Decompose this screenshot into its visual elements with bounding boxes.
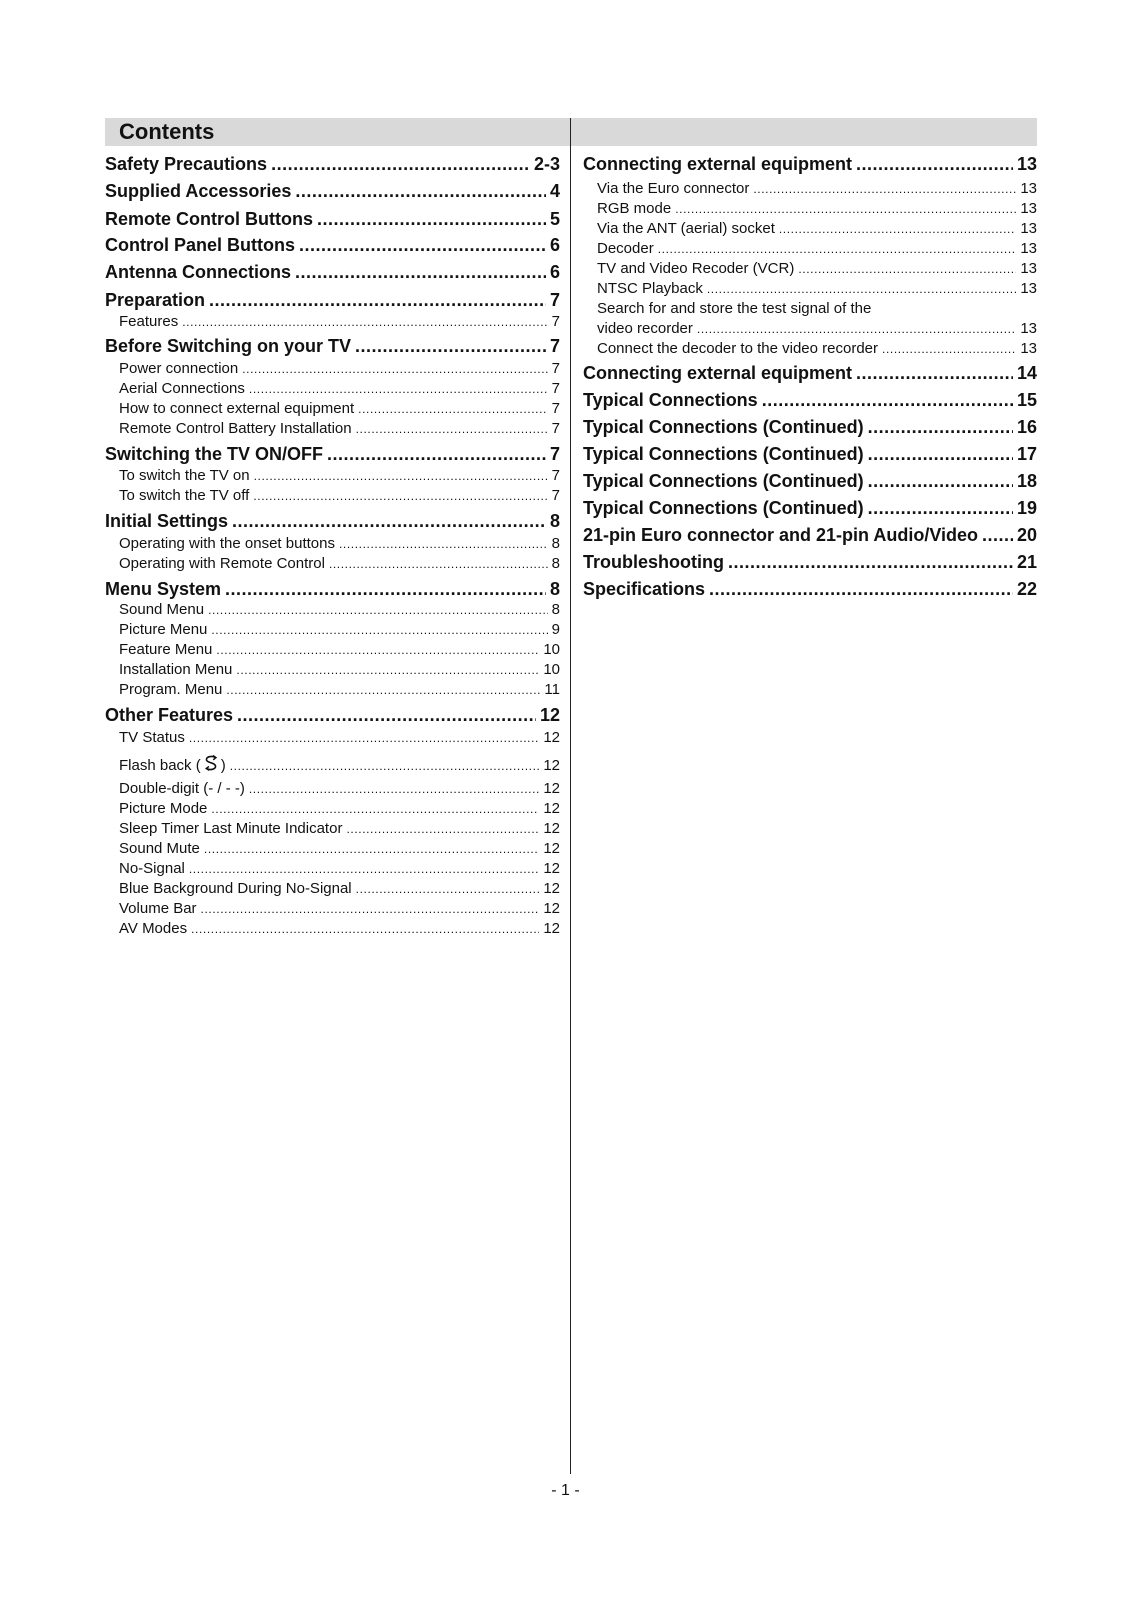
toc-dot-leader <box>856 152 1013 176</box>
toc-entry-text: Connecting external equipment <box>583 363 853 383</box>
toc-entry-label <box>597 259 794 279</box>
toc-dot-leader <box>295 260 546 284</box>
toc-page-number: 9 <box>551 621 560 638</box>
toc-page-number: 7 <box>551 360 560 377</box>
toc-dot-leader <box>253 486 547 506</box>
toc-page-number: 13 <box>1020 220 1037 237</box>
toc-subsection <box>105 600 560 620</box>
toc-section <box>105 577 560 601</box>
toc-entry-label <box>105 233 295 257</box>
toc-page-number: 15 <box>1016 390 1037 410</box>
toc-page-number: 7 <box>549 290 560 310</box>
toc-page-number: 7 <box>549 336 560 356</box>
toc-page-number: 13 <box>1020 180 1037 197</box>
toc-section <box>583 469 1037 493</box>
toc-entry-label <box>105 703 233 727</box>
toc-entry-text: No-Signal <box>119 860 185 877</box>
toc-section <box>105 442 560 466</box>
toc-entry-text: Specifications <box>583 579 706 599</box>
toc-entry-text: Search for and store the test signal of the <box>597 300 872 317</box>
toc-entry-label <box>105 179 291 203</box>
toc-page-number: 4 <box>549 181 560 201</box>
toc-page-number: 6 <box>549 235 560 255</box>
toc-entry-label <box>119 486 249 506</box>
toc-dot-leader <box>211 620 547 640</box>
toc-subsection <box>105 680 560 700</box>
toc-entry-label <box>105 260 291 284</box>
toc-page-number: 10 <box>543 641 560 658</box>
toc-entry-text: Flash back ( <box>119 757 201 774</box>
toc-dot-leader <box>356 419 548 439</box>
toc-entry-label <box>583 496 864 520</box>
toc-subsection <box>583 339 1037 359</box>
toc-dot-leader <box>201 899 540 919</box>
toc-entry-label <box>597 219 775 239</box>
toc-dot-leader <box>355 334 546 358</box>
toc-dot-leader <box>356 879 540 899</box>
toc-section <box>105 703 560 727</box>
toc-entry-text: Initial Settings <box>105 511 229 531</box>
toc-dot-leader <box>226 680 540 700</box>
toc-entry-text: Typical Connections (Continued) <box>583 471 864 491</box>
toc-dot-leader <box>249 779 539 799</box>
toc-entry-label <box>583 577 705 601</box>
toc-dot-leader <box>299 233 546 257</box>
toc-page-number: 7 <box>551 313 560 330</box>
toc-entry-text: Program. Menu <box>119 681 223 698</box>
toc-entry-label <box>583 388 758 412</box>
toc-page-number: 20 <box>1016 525 1037 545</box>
toc-entry-label <box>119 554 325 574</box>
toc-section <box>583 415 1037 439</box>
toc-entry-text: Double-digit (- / - -) <box>119 780 245 797</box>
toc-subsection <box>105 799 560 819</box>
toc-section <box>583 388 1037 412</box>
toc-entry-text: Troubleshooting <box>583 552 724 572</box>
toc-entry-text: AV Modes <box>119 920 188 937</box>
toc-entry-text: Installation Menu <box>119 661 233 678</box>
toc-subsection <box>105 859 560 879</box>
toc-entry-label <box>119 600 204 620</box>
toc-section <box>105 233 560 257</box>
toc-section <box>105 152 560 176</box>
toc-dot-leader <box>856 361 1013 385</box>
toc-entry-label <box>119 534 335 554</box>
toc-dot-leader <box>271 152 530 176</box>
toc-entry-label <box>105 442 323 466</box>
toc-dot-leader <box>230 756 540 776</box>
toc-entry-text: To switch the TV off <box>119 487 250 504</box>
toc-subsection <box>583 179 1037 199</box>
toc-dot-leader <box>216 640 539 660</box>
toc-entry-label <box>583 550 724 574</box>
toc-entry-text: video recorder <box>597 320 693 337</box>
toc-entry-label <box>105 152 267 176</box>
toc-entry-text: Typical Connections (Continued) <box>583 498 864 518</box>
toc-page-number: 8 <box>549 511 560 531</box>
toc-section <box>583 550 1037 574</box>
toc-subsection <box>105 419 560 439</box>
toc-dot-leader <box>249 379 548 399</box>
toc-entry-text: TV and Video Recoder (VCR) <box>597 260 795 277</box>
toc-page-number: 12 <box>543 840 560 857</box>
toc-page-number: 8 <box>551 555 560 572</box>
toc-entry-text: Preparation <box>105 290 206 310</box>
toc-entry-text: RGB mode <box>597 200 672 217</box>
toc-section <box>583 442 1037 466</box>
toc-entry-label <box>105 577 221 601</box>
toc-entry-text: Picture Menu <box>119 621 208 638</box>
toc-page-number: 21 <box>1016 552 1037 572</box>
toc-page-number: 7 <box>551 487 560 504</box>
toc-dot-leader <box>709 577 1013 601</box>
toc-entry-text: TV Status <box>119 729 185 746</box>
toc-entry-label <box>583 415 864 439</box>
toc-entry-text: Remote Control Battery Installation <box>119 420 352 437</box>
toc-entry-text-suffix: ) <box>220 757 226 774</box>
toc-page-number: 8 <box>551 535 560 552</box>
toc-entry-text: Supplied Accessories <box>105 181 292 201</box>
page-number: - 1 - <box>551 1482 580 1499</box>
toc-page-number: 12 <box>543 860 560 877</box>
toc-subsection <box>105 534 560 554</box>
toc-dot-leader <box>762 388 1013 412</box>
toc-page-number: 2-3 <box>533 154 560 174</box>
toc-entry-label <box>583 523 978 547</box>
toc-entry-label <box>105 334 351 358</box>
toc-entry-text: How to connect external equipment <box>119 400 355 417</box>
toc-entry-label <box>597 339 878 359</box>
toc-dot-leader <box>232 509 546 533</box>
toc-dot-leader <box>868 496 1013 520</box>
toc-entry-text: Volume Bar <box>119 900 197 917</box>
toc-subsection <box>583 319 1037 339</box>
toc-section <box>105 207 560 231</box>
toc-page-number: 22 <box>1016 579 1037 599</box>
toc-subsection <box>105 554 560 574</box>
toc-page-number: 7 <box>551 400 560 417</box>
toc-subsection <box>105 660 560 680</box>
toc-entry-text: Via the ANT (aerial) socket <box>597 220 775 237</box>
toc-entry-text: Switching the TV ON/OFF <box>105 444 323 464</box>
toc-entry-text: To switch the TV on <box>119 467 250 484</box>
toc-section <box>105 509 560 533</box>
toc-dot-leader <box>779 219 1016 239</box>
toc-dot-leader <box>209 288 546 312</box>
toc-page-number: 13 <box>1016 154 1037 174</box>
toc-entry-label <box>119 379 245 399</box>
toc-section <box>583 577 1037 601</box>
toc-entry-text: Before Switching on your TV <box>105 336 352 356</box>
toc-entry-label <box>105 288 205 312</box>
toc-section <box>583 361 1037 385</box>
toc-page-number: 13 <box>1020 280 1037 297</box>
toc-page-number: 13 <box>1020 260 1037 277</box>
toc-subsection <box>105 754 560 774</box>
toc-entry-label <box>597 239 654 259</box>
toc-page-number: 17 <box>1016 444 1037 464</box>
toc-dot-leader <box>728 550 1013 574</box>
toc-dot-leader <box>189 728 539 748</box>
toc-entry-label <box>597 299 871 319</box>
toc-subsection <box>105 819 560 839</box>
toc-page-number: 12 <box>543 820 560 837</box>
toc-dot-leader <box>753 179 1016 199</box>
toc-page-number: 8 <box>549 579 560 599</box>
toc-dot-leader <box>295 179 546 203</box>
toc-dot-leader <box>182 312 547 332</box>
toc-entry-label <box>119 359 238 379</box>
toc-dot-leader <box>211 799 539 819</box>
toc-entry-text: Safety Precautions <box>105 154 268 174</box>
toc-entry-text: Sound Mute <box>119 840 200 857</box>
toc-entry-label <box>119 879 352 899</box>
flash-back-icon <box>202 754 220 772</box>
toc-entry-text: Sleep Timer Last Minute Indicator <box>119 820 343 837</box>
toc-dot-leader <box>339 534 548 554</box>
toc-entry-label <box>597 179 749 199</box>
toc-page-number: 14 <box>1016 363 1037 383</box>
toc-page-number: 11 <box>544 681 560 698</box>
toc-page-number: 7 <box>551 380 560 397</box>
toc-page-number: 6 <box>549 262 560 282</box>
toc-page-number: 12 <box>543 729 560 746</box>
toc-page-number: 8 <box>551 601 560 618</box>
toc-entry-label <box>583 152 852 176</box>
toc-entry-label <box>119 640 212 660</box>
toc-page-number: 12 <box>539 705 560 725</box>
toc-subsection <box>105 620 560 640</box>
toc-entry-label <box>119 839 200 859</box>
toc-entry-text: Picture Mode <box>119 800 208 817</box>
toc-section <box>105 179 560 203</box>
toc-entry-text: Typical Connections (Continued) <box>583 417 864 437</box>
toc-subsection <box>583 259 1037 279</box>
toc-entry-label <box>119 899 197 919</box>
toc-entry-label <box>119 728 185 748</box>
toc-page-number: 18 <box>1016 471 1037 491</box>
toc-entry-text: Power connection <box>119 360 239 377</box>
toc-entry-text: 21-pin Euro connector and 21-pin Audio/Video <box>583 525 979 545</box>
toc-entry-text: Operating with Remote Control <box>119 555 325 572</box>
toc-dot-leader <box>329 554 548 574</box>
toc-dot-leader <box>204 839 539 859</box>
toc-entry-text: Remote Control Buttons <box>105 209 313 229</box>
toc-dot-leader <box>697 319 1016 339</box>
toc-entry-label <box>105 509 228 533</box>
toc-subsection <box>105 728 560 748</box>
toc-subsection <box>105 486 560 506</box>
toc-section <box>583 152 1037 176</box>
toc-dot-leader <box>358 399 548 419</box>
toc-entry-text: Via the Euro connector <box>597 180 750 197</box>
toc-dot-leader <box>868 469 1013 493</box>
toc-entry-label <box>119 660 232 680</box>
toc-entry-label <box>119 779 245 799</box>
toc-dot-leader <box>868 415 1013 439</box>
page-title: Contents <box>119 119 215 144</box>
toc-subsection <box>583 219 1037 239</box>
toc-section <box>105 334 560 358</box>
toc-page-number: 13 <box>1020 200 1037 217</box>
toc-section <box>583 496 1037 520</box>
toc-page-number: 12 <box>543 900 560 917</box>
toc-entry-label <box>119 312 178 332</box>
toc-entry-label <box>119 799 207 819</box>
toc-entry-text: Control Panel Buttons <box>105 235 295 255</box>
toc-subsection <box>583 199 1037 219</box>
toc-dot-leader <box>982 523 1013 547</box>
toc-dot-leader <box>675 199 1016 219</box>
toc-entry-label <box>119 419 352 439</box>
toc-page-number: 12 <box>543 800 560 817</box>
toc-entry-text: Antenna Connections <box>105 262 292 282</box>
toc-dot-leader <box>208 600 548 620</box>
toc-page-number: 13 <box>1020 320 1037 337</box>
toc-entry-label <box>119 819 342 839</box>
toc-page-number: 7 <box>551 467 560 484</box>
toc-dot-leader <box>242 359 547 379</box>
toc-entry-text: Aerial Connections <box>119 380 245 397</box>
toc-dot-leader <box>346 819 539 839</box>
toc-entry-text: NTSC Playback <box>597 280 703 297</box>
toc-section <box>583 523 1037 547</box>
toc-page-number: 7 <box>551 420 560 437</box>
toc-subsection <box>105 899 560 919</box>
toc-entry-text: Typical Connections (Continued) <box>583 444 864 464</box>
toc-entry-text: Operating with the onset buttons <box>119 535 335 552</box>
toc-dot-leader <box>236 660 539 680</box>
toc-entry-label <box>597 279 703 299</box>
toc-subsection <box>105 379 560 399</box>
toc-dot-leader <box>191 919 539 939</box>
toc-subsection <box>105 466 560 486</box>
toc-page-number: 12 <box>543 880 560 897</box>
toc-entry-label <box>119 680 222 700</box>
toc-page-number: 13 <box>1020 340 1037 357</box>
toc-subsection <box>105 839 560 859</box>
toc-subsection <box>105 399 560 419</box>
toc-entry-label <box>583 442 864 466</box>
toc-entry-text: Feature Menu <box>119 641 213 658</box>
toc-section <box>105 260 560 284</box>
toc-entry-text: Blue Background During No-Signal <box>119 880 352 897</box>
toc-page-number: 12 <box>543 780 560 797</box>
toc-section <box>105 288 560 312</box>
toc-entry-text: Typical Connections <box>583 390 758 410</box>
toc-page-number: 13 <box>1020 240 1037 257</box>
toc-page-number: 16 <box>1016 417 1037 437</box>
toc-page-number: 7 <box>549 444 560 464</box>
toc-dot-leader <box>225 577 546 601</box>
toc-dot-leader <box>317 207 546 231</box>
toc-dot-leader <box>658 239 1017 259</box>
toc-entry-label <box>119 399 354 419</box>
toc-entry-label <box>119 859 185 879</box>
toc-entry-text: Features <box>119 313 179 330</box>
toc-subsection <box>105 359 560 379</box>
toc-subsection <box>583 239 1037 259</box>
toc-dot-leader <box>237 703 536 727</box>
toc-subsection <box>105 312 560 332</box>
toc-entry-text: Menu System <box>105 579 222 599</box>
toc-subsection <box>583 279 1037 299</box>
toc-dot-leader <box>189 859 539 879</box>
toc-dot-leader <box>254 466 548 486</box>
toc-entry-label <box>583 361 852 385</box>
toc-entry-label <box>119 754 226 776</box>
toc-dot-leader <box>798 259 1016 279</box>
toc-page-number: 12 <box>543 757 560 774</box>
toc-subsection <box>105 919 560 939</box>
toc-entry-text: Decoder <box>597 240 654 257</box>
toc-subsection <box>105 779 560 799</box>
toc-entry-text: Connecting external equipment <box>583 154 853 174</box>
toc-page-number: 5 <box>549 209 560 229</box>
toc-subsection <box>583 299 1037 319</box>
toc-page-number: 12 <box>543 920 560 937</box>
contents-title-bar <box>105 118 1037 146</box>
toc-entry-label <box>583 469 864 493</box>
toc-entry-label <box>105 207 313 231</box>
toc-dot-leader <box>882 339 1016 359</box>
toc-entry-text: Other Features <box>105 705 234 725</box>
toc-page-number: 10 <box>543 661 560 678</box>
toc-page-number: 19 <box>1016 498 1037 518</box>
toc-entry-label <box>119 466 250 486</box>
toc-dot-leader <box>327 442 546 466</box>
toc-subsection <box>105 640 560 660</box>
toc-entry-text: Connect the decoder to the video recorder <box>597 340 879 357</box>
toc-entry-label <box>119 919 187 939</box>
toc-entry-text: Sound Menu <box>119 601 205 618</box>
toc-entry-label <box>597 319 693 339</box>
toc-dot-leader <box>707 279 1016 299</box>
toc-entry-label <box>597 199 671 219</box>
toc-entry-label <box>119 620 207 640</box>
column-divider <box>570 118 571 1474</box>
toc-subsection <box>105 879 560 899</box>
toc-dot-leader <box>868 442 1013 466</box>
